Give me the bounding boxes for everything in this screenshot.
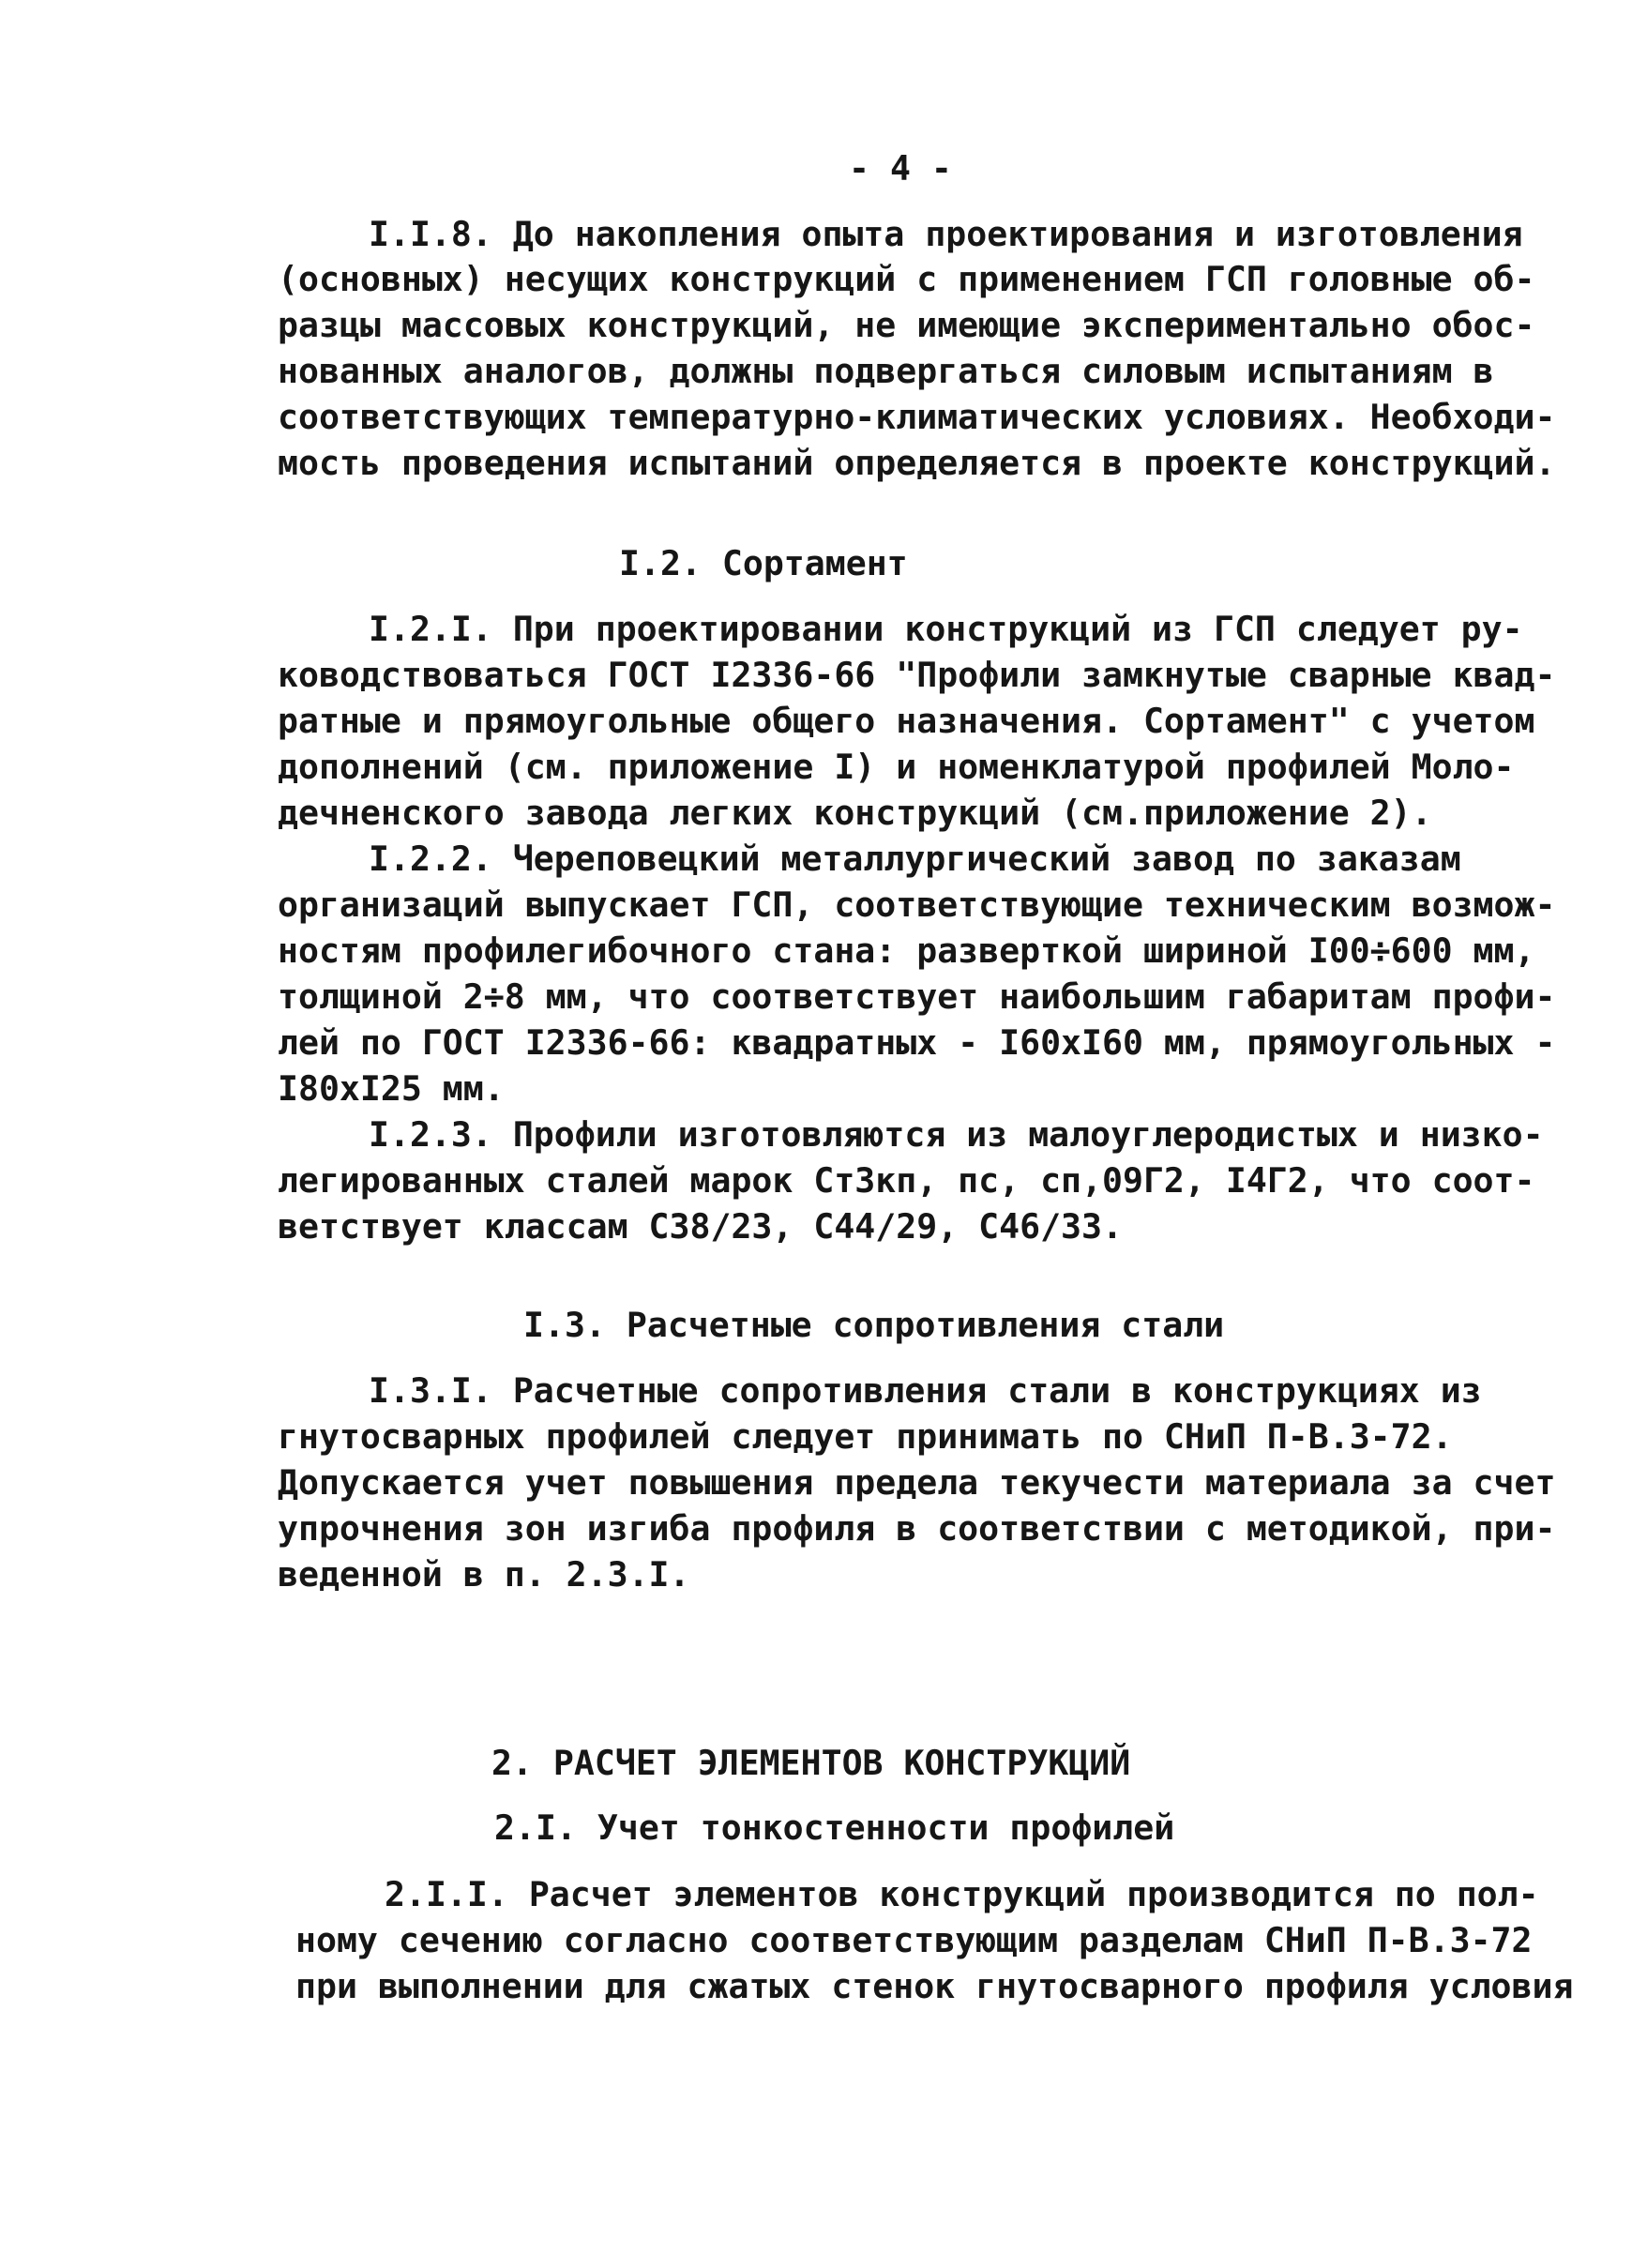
text-line: I.3.I. Расчетные сопротивления стали в конструкциях из: [369, 1370, 1482, 1411]
text-line: лей по ГОСТ I2336-66: квадратных - I60xI60 мм, прямоугольных -: [278, 1022, 1556, 1063]
section-heading-1-3: I.3. Расчетные сопротивления стали: [523, 1305, 1225, 1345]
page-number: - 4 -: [849, 148, 952, 189]
text-line: 2.I.I. Расчет элементов конструкций производится по пол-: [385, 1874, 1539, 1914]
text-line: ностям профилегибочного стана: разверткой шириной I00÷600 мм,: [278, 930, 1535, 971]
text-line: мость проведения испытаний определяется в проекте конструкций.: [278, 443, 1556, 483]
text-line: ратные и прямоугольные общего назначения. Сортамент" с учетом: [278, 701, 1535, 741]
text-line: (основных) несущих конструкций с применением ГСП головные об-: [278, 259, 1535, 299]
text-line: Допускается учет повышения предела текучести материала за счет: [278, 1462, 1556, 1503]
text-line: организаций выпускает ГСП, соответствующие техническим возмож-: [278, 885, 1556, 925]
text-line: легированных сталей марок Ст3кп, пс, сп,09Г2, I4Г2, что соот-: [278, 1160, 1535, 1201]
text-line: ветствует классам С38/23, С44/29, С46/33.: [278, 1206, 1123, 1247]
text-line: I.2.I. При проектировании конструкций из ГСП следует ру-: [369, 609, 1523, 649]
section-heading-2-1: 2.I. Учет тонкостенности профилей: [494, 1807, 1175, 1848]
text-line: разцы массовых конструкций, не имеющие экспериментально обос-: [278, 305, 1535, 345]
text-line: ному сечению согласно соответствующим разделам СНиП П-В.3-72: [295, 1920, 1533, 1960]
section-heading-1-2: I.2. Сортамент: [619, 543, 908, 583]
text-line: упрочнения зон изгиба профиля в соответствии с методикой, при-: [278, 1508, 1556, 1549]
text-line: гнутосварных профилей следует принимать по СНиП П-В.3-72.: [278, 1416, 1453, 1457]
text-line: веденной в п. 2.3.I.: [278, 1554, 690, 1595]
text-line: дечненского завода легких конструкций (см.приложение 2).: [278, 793, 1432, 833]
text-line: при выполнении для сжатых стенок гнутосварного профиля условия: [295, 1966, 1574, 2006]
text-line: толщиной 2÷8 мм, что соответствует наибольшим габаритам профи-: [278, 976, 1556, 1017]
text-line: дополнений (см. приложение I) и номенклатурой профилей Моло-: [278, 747, 1515, 787]
text-line: соответствующих температурно-климатических условиях. Необходи-: [278, 397, 1556, 437]
text-line: ководствоваться ГОСТ I2336-66 "Профили замкнутые сварные квад-: [278, 655, 1556, 695]
text-line: I80xI25 мм.: [278, 1068, 505, 1109]
text-line: I.I.8. До накопления опыта проектирования и изготовления: [369, 214, 1523, 254]
text-line: I.2.3. Профили изготовляются из малоуглеродистых и низко-: [369, 1114, 1544, 1155]
text-line: нованных аналогов, должны подвергаться силовым испытаниям в: [278, 351, 1494, 391]
text-line: I.2.2. Череповецкий металлургический завод по заказам: [369, 839, 1461, 879]
chapter-heading-2: 2. РАСЧЕТ ЭЛЕМЕНТОВ КОНСТРУКЦИЙ: [491, 1743, 1131, 1783]
